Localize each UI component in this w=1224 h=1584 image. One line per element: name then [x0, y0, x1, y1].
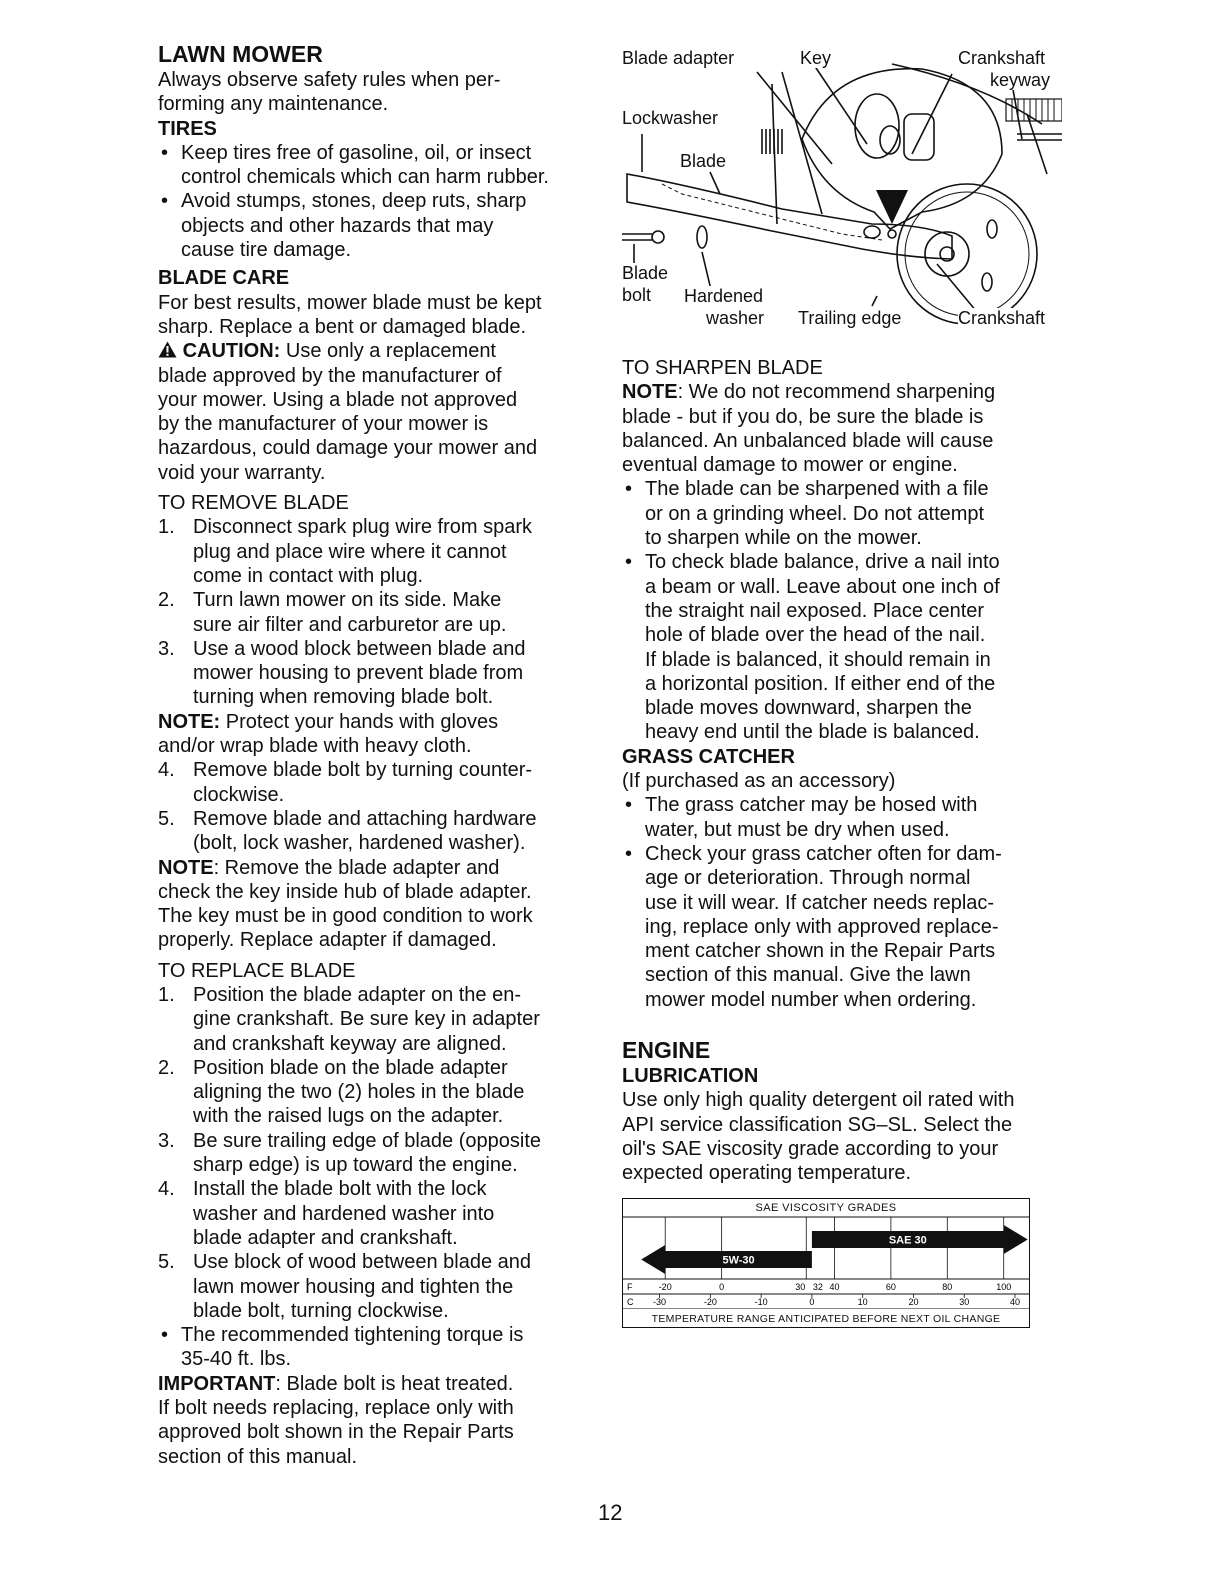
lubrication-text: Use only high quality detergent oil rated with	[622, 1089, 1015, 1112]
f-tick-label: 60	[885, 1281, 896, 1292]
f-tick-label: 32	[812, 1281, 823, 1292]
remove-step: 1. Disconnect spark plug wire from spark plug and place wire where it cannot come in contact with plug.	[158, 516, 533, 587]
blade-care-text: For best results, mower blade must be kept	[158, 291, 542, 314]
f-tick-label: 0	[719, 1281, 725, 1292]
sharpen-bullet: • To check blade balance, drive a nail into a beam or wall. Leave about one inch of the straight nail exposed. Place center hole of blade over the head of the nail. If blade is balanced, it should remain in a horizontal position. If either end of the blade moves downward, sharpen the heavy end until the blade is balanced.	[625, 551, 1000, 744]
sharpen-note-text: balanced. An unbalanced blade will cause	[622, 429, 994, 452]
viscosity-chart-graphic	[623, 1199, 1029, 1309]
blade-assembly-diagram	[622, 44, 1062, 336]
torque-bullet: • The recommended tightening torque is 35-40 ft. lbs.	[161, 1324, 524, 1371]
caution-label: CAUTION:	[182, 340, 281, 363]
important-text: section of this manual.	[158, 1445, 357, 1468]
remove-step: 4. Remove blade bolt by turning counter- clockwise.	[158, 759, 533, 806]
c-tick-label: 20	[908, 1296, 919, 1307]
remove-step: 3. Use a wood block between blade and mower housing to prevent blade from turning when removing blade bolt.	[158, 637, 526, 709]
tires-bullet: • Keep tires free of gasoline, oil, or insect control chemicals which can harm rubber.	[161, 141, 549, 189]
label-crankshaft-keyway: keyway	[990, 70, 1051, 90]
important-line: IMPORTANT: Blade bolt is heat treated.	[158, 1372, 514, 1395]
heading-sharpen-blade: TO SHARPEN BLADE	[622, 357, 823, 379]
important-text: approved bolt shown in the Repair Parts	[158, 1421, 514, 1444]
replace-step: 1. Position the blade adapter on the en- gine crankshaft. Be sure key in adapter and crankshaft keyway are aligned.	[158, 983, 540, 1055]
caution-text: blade approved by the manufacturer of	[158, 364, 502, 387]
f-tick-label: 30	[795, 1281, 806, 1292]
note-adapter: NOTE: Remove the blade adapter and	[158, 856, 500, 879]
f-tick-label: -20	[658, 1281, 672, 1292]
right-column	[622, 44, 1062, 1328]
label-lockwasher: Lockwasher	[622, 108, 719, 128]
grade-label: 5W-30	[722, 1254, 755, 1266]
label-hardened-washer: Hardened	[684, 286, 764, 306]
sharpen-bullet: • The blade can be sharpened with a file or on a grinding wheel. Do not attempt to sharpen while on the mower.	[625, 478, 989, 550]
note-adapter-text: check the key inside hub of blade adapter.	[158, 880, 532, 903]
grass-bullet: • The grass catcher may be hosed with water, but must be dry when used.	[625, 794, 978, 841]
label-crankshaft: Crankshaft	[958, 308, 1046, 328]
lubrication-text: oil's SAE viscosity grade according to your	[622, 1137, 999, 1160]
label-blade-bolt: bolt	[622, 285, 652, 305]
label-blade-bolt: Blade	[622, 263, 669, 283]
c-scale-label: C	[627, 1296, 634, 1307]
c-tick-label: 0	[809, 1296, 815, 1307]
c-tick-label: -30	[653, 1296, 667, 1307]
heading-tires: TIRES	[158, 117, 217, 140]
c-tick-label: 30	[959, 1296, 970, 1307]
label-blade: Blade	[680, 151, 727, 171]
tires-bullet: • Avoid stumps, stones, deep ruts, sharp objects and other hazards that may cause tire damage.	[161, 190, 527, 262]
sharpen-note: NOTE: We do not recommend sharpening	[622, 381, 996, 404]
heading-replace-blade: TO REPLACE BLADE	[158, 959, 356, 982]
remove-step: 2. Turn lawn mower on its side. Make sure air filter and carburetor are up.	[158, 589, 507, 636]
label-trailing-edge: Trailing edge	[798, 308, 902, 328]
blade-care-text: sharp. Replace a bent or damaged blade.	[158, 315, 527, 338]
grass-bullet: • Check your grass catcher often for dam- age or deterioration. Through normal use it will wear. If catcher needs replac- ing, replace only with approved replace- ment catcher shown in the Repair Parts section of this manual. Give the lawn mower model number when ordering.	[625, 842, 1002, 1011]
caution-text: hazardous, could damage your mower and	[158, 437, 538, 460]
intro-line: Always observe safety rules when per-	[158, 69, 501, 91]
f-tick-label: 100	[996, 1281, 1012, 1292]
note-gloves-text: and/or wrap blade with heavy cloth.	[158, 735, 472, 758]
note-adapter-text: properly. Replace adapter if damaged.	[158, 929, 497, 952]
viscosity-chart-title: SAE VISCOSITY GRADES	[755, 1201, 897, 1214]
important-text: If bolt needs replacing, replace only with	[158, 1397, 514, 1420]
c-tick-label: -20	[703, 1296, 717, 1307]
page-number: 12	[598, 1500, 623, 1525]
replace-step: 4. Install the blade bolt with the lock washer and hardened washer into blade adapter and crankshaft.	[158, 1178, 495, 1249]
lubrication-text: expected operating temperature.	[622, 1162, 912, 1185]
note-gloves: NOTE: Protect your hands with gloves	[158, 710, 499, 733]
label-crankshaft-keyway: Crankshaft	[958, 48, 1046, 68]
replace-step: 2. Position blade on the blade adapter aligning the two (2) holes in the blade with the raised lugs on the adapter.	[158, 1056, 525, 1128]
caution-text: by the manufacturer of your mower is	[158, 413, 489, 436]
sharpen-note-text: eventual damage to mower or engine.	[622, 454, 958, 477]
lubrication-text: API service classification SG–SL. Select the	[622, 1113, 1013, 1136]
sharpen-note-text: blade - but if you do, be sure the blade is	[622, 405, 984, 428]
viscosity-chart	[622, 1198, 1030, 1328]
warning-icon	[158, 341, 177, 358]
viscosity-chart-footer: TEMPERATURE RANGE ANTICIPATED BEFORE NEXT OIL CHANGE	[651, 1312, 1001, 1325]
grade-label: SAE 30	[888, 1234, 927, 1246]
heading-remove-blade: TO REMOVE BLADE	[158, 492, 349, 515]
heading-lubrication: LUBRICATION	[622, 1065, 759, 1088]
caution-text: your mower. Using a blade not approved	[158, 388, 518, 411]
caution-text: void your warranty.	[158, 461, 326, 484]
grass-catcher-sub: (If purchased as an accessory)	[622, 770, 896, 793]
section-title-engine: ENGINE	[622, 1037, 711, 1064]
replace-step: 3. Be sure trailing edge of blade (opposite sharp edge) is up toward the engine.	[158, 1129, 542, 1177]
f-tick-label: 40	[829, 1281, 840, 1292]
f-scale-label: F	[627, 1281, 633, 1292]
remove-step: 5. Remove blade and attaching hardware (bolt, lock washer, hardened washer).	[158, 807, 537, 855]
left-column	[158, 40, 598, 1469]
c-tick-label: 10	[857, 1296, 868, 1307]
replace-step: 5. Use block of wood between blade and lawn mower housing and tighten the blade bolt, turning clockwise.	[158, 1251, 532, 1322]
caution-line: CAUTION: Use only a replacement	[158, 339, 598, 363]
heading-grass-catcher: GRASS CATCHER	[622, 745, 795, 768]
c-tick-label: -10	[754, 1296, 768, 1307]
label-blade-adapter: Blade adapter	[622, 48, 735, 68]
label-key: Key	[800, 48, 832, 68]
heading-blade-care: BLADE CARE	[158, 267, 290, 290]
f-tick-label: 80	[942, 1281, 953, 1292]
c-tick-label: 40	[1009, 1296, 1021, 1307]
label-hardened-washer: washer	[706, 308, 765, 328]
section-title-lawn-mower: LAWN MOWER	[158, 41, 323, 67]
note-adapter-text: The key must be in good condition to work	[158, 905, 533, 928]
intro-line: forming any maintenance.	[158, 93, 389, 116]
